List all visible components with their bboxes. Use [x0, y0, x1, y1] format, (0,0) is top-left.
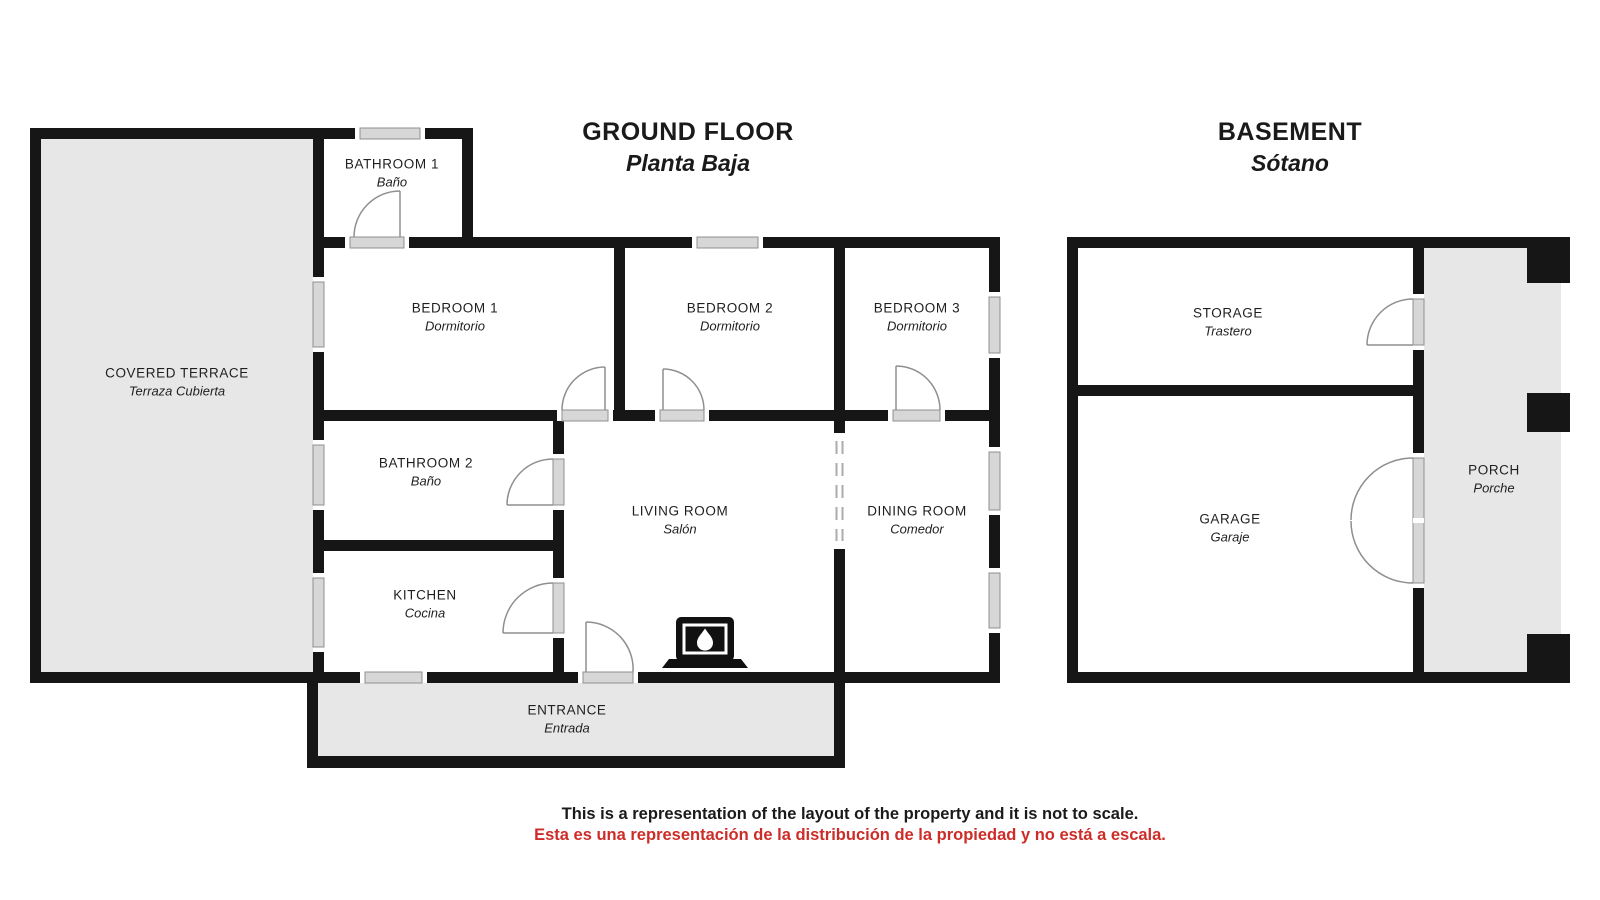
bedroom3-door — [888, 366, 945, 421]
room-label-bathroom2: BATHROOM 2 Baño — [378, 455, 474, 489]
room-label-bedroom3: BEDROOM 3 Dormitorio — [873, 300, 961, 334]
porch-pillar-bottom — [1527, 634, 1570, 672]
porch-area — [1424, 248, 1561, 672]
bedroom2-window — [692, 237, 763, 248]
bedroom3-window — [989, 292, 1000, 358]
room-label-porch: PORCH Porche — [1468, 462, 1520, 496]
living-dining-open-passage — [834, 433, 845, 549]
terrace-kitchen-window — [313, 573, 324, 652]
terrace-bathroom2-window — [313, 440, 324, 510]
bathroom1-door — [345, 191, 409, 248]
doors — [345, 191, 1424, 683]
room-label-living-room: LIVING ROOM Salón — [631, 503, 729, 537]
fireplace-icon — [662, 617, 748, 668]
basement-title-en: BASEMENT — [1217, 118, 1363, 146]
room-label-kitchen: KITCHEN Cocina — [393, 587, 457, 621]
room-label-bathroom1: BATHROOM 1 Baño — [344, 156, 440, 190]
entrance-door — [578, 622, 638, 683]
room-label-entrance: ENTRANCE Entrada — [527, 702, 607, 736]
room-label-garage: GARAGE Garaje — [1199, 511, 1261, 545]
dining-window-upper — [989, 447, 1000, 515]
basement-title — [1218, 117, 1362, 179]
outdoor-areas — [41, 139, 1561, 756]
ground-floor-title-en: GROUND FLOOR — [582, 118, 794, 146]
room-label-covered-terrace: COVERED TERRACE Terraza Cubierta — [105, 365, 249, 399]
garage-double-door — [1351, 453, 1424, 588]
kitchen-door — [503, 578, 564, 638]
dining-window-lower — [989, 568, 1000, 633]
basement-title-es: Sótano — [1251, 150, 1329, 176]
room-label-dining-room: DINING ROOM Comedor — [867, 503, 967, 537]
bedroom2-door — [655, 369, 709, 421]
bedroom1-door — [557, 367, 613, 421]
room-label-bedroom1: BEDROOM 1 Dormitorio — [411, 300, 499, 334]
ground-floor-title-es: Planta Baja — [625, 150, 750, 176]
ground-floor-title — [582, 117, 794, 179]
storage-door — [1367, 294, 1424, 350]
bathroom1-window — [355, 128, 425, 139]
terrace-bedroom1-window — [313, 277, 324, 352]
covered-terrace-area — [41, 139, 313, 672]
kitchen-window — [360, 672, 427, 683]
room-label-bedroom2: BEDROOM 2 Dormitorio — [686, 300, 774, 334]
porch-pillar-top — [1527, 248, 1570, 283]
disclaimer-es: Esta es una representación de la distribución de la propiedad y no está a escala. — [534, 826, 1166, 844]
disclaimer — [534, 804, 1166, 846]
bathroom2-door — [507, 454, 564, 510]
disclaimer-en: This is a representation of the layout of the property and it is not to scale. — [561, 805, 1139, 823]
porch-pillar-middle — [1527, 393, 1570, 432]
room-label-storage: STORAGE Trastero — [1193, 305, 1263, 339]
